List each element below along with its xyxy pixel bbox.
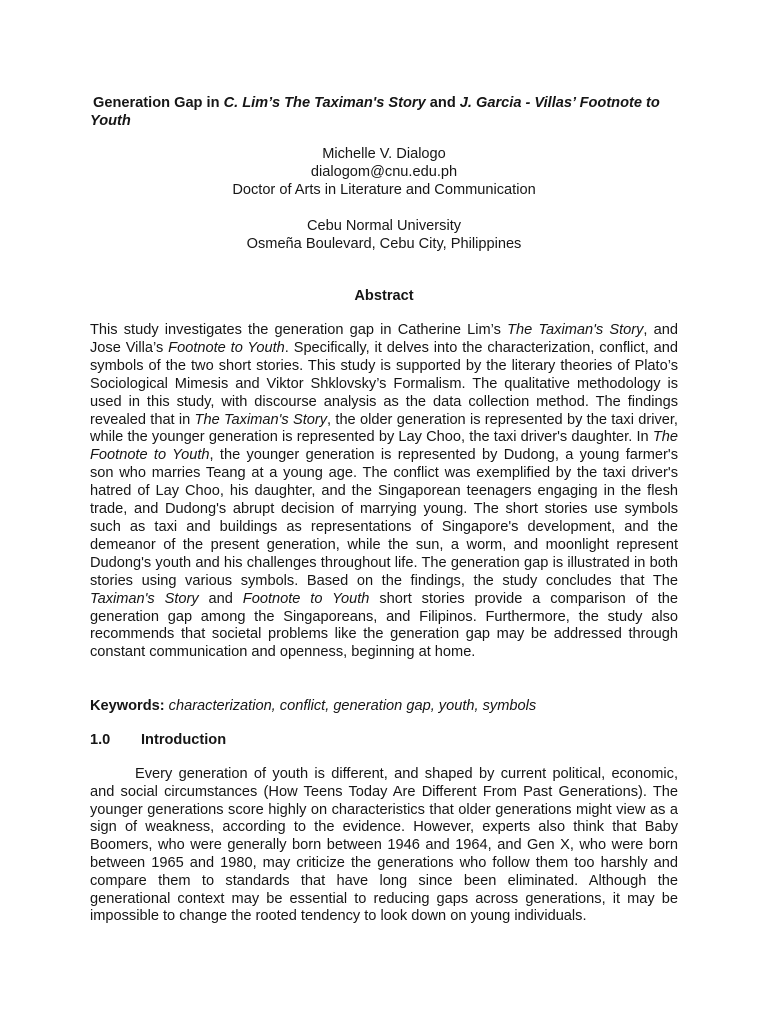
keywords-label: Keywords: bbox=[90, 698, 165, 714]
abstract-italic-4: The Footnote to Youth bbox=[90, 429, 678, 464]
abstract-italic-3: The Taximan's Story bbox=[194, 411, 328, 428]
abstract-heading: Abstract bbox=[354, 288, 414, 304]
keywords-list: characterization, conflict, generation gap, youth, symbols bbox=[164, 698, 537, 714]
abstract-text-4: , the older generation is represented by the taxi driver, while the younger generation is represented by Lay Choo, the taxi driver's daughter. In bbox=[90, 411, 678, 446]
introduction-body: Every generation of youth is different, and shaped by current political, economic, and social circumstances (How Teens Today Are Different From Past Generations). The younger generations score highly on characteristics that older generations might view as a sign of weakness, according to the evidence. However, experts also think that Baby Boomers, who were generally born between 1946 and 1964, and Gen X, who were born between 1965 and 1980, may criticize the generations who follow them too harshly and compare them to standards that have long since been eliminated. Although the generational context may be essential to reducing gaps across generations, it may be impossible to change the rooted tendency to look down on young individuals. bbox=[90, 766, 678, 925]
institution-address: Osmeña Boulevard, Cebu City, Philippines bbox=[246, 236, 522, 252]
abstract-italic-1: The Taximan's Story bbox=[507, 322, 644, 338]
section-number: 1.0 bbox=[90, 732, 111, 748]
title-part-3: and bbox=[425, 95, 460, 111]
author-block bbox=[90, 145, 678, 199]
abstract-italic-6: Footnote to Youth bbox=[242, 590, 370, 607]
abstract-text-2: , and Jose Villa’s bbox=[90, 322, 678, 356]
abstract-italic-5: Taximan's Story bbox=[90, 590, 199, 607]
introduction-heading bbox=[90, 731, 678, 749]
title-part-4: J. Garcia - Villas’ Footnote to Youth bbox=[90, 95, 660, 129]
paper-title bbox=[90, 94, 678, 130]
abstract-text-1: This study investigates the generation gap in Catherine Lim’s bbox=[90, 322, 508, 338]
abstract-text-6: and bbox=[198, 590, 243, 607]
abstract-italic-2: Footnote to Youth bbox=[168, 339, 285, 356]
institution-name: Cebu Normal University bbox=[306, 218, 462, 234]
author-email: dialogom@cnu.edu.ph bbox=[310, 164, 458, 180]
abstract-body bbox=[90, 322, 678, 662]
section-title: Introduction bbox=[141, 732, 227, 748]
keywords-line bbox=[90, 697, 678, 715]
author-name: Michelle V. Dialogo bbox=[322, 146, 446, 162]
institution-block bbox=[90, 217, 678, 253]
abstract-text-5: , the younger generation is represented by Dudong, a young farmer's son who marries Teang at a young age. The conflict was exemplified by the taxi driver's hatred of Lay Choo, his daughter, and the Singaporean teenagers engaging in the flesh trade, and Dudong's abrupt decision of marrying young. The short stories use symbols such as taxi and buildings as representations of Singapore's development, and the demeanor of the present generation, while the sun, a worm, and moonlight represent Dudong's youth and his challenges throughout life. The generation gap is illustrated in both stories using various symbols. Based on the findings, the study concludes that The bbox=[90, 447, 678, 589]
title-part-1: Generation Gap in bbox=[93, 95, 224, 111]
title-part-2: C. Lim’s The Taximan's Story bbox=[223, 95, 426, 111]
abstract-text-7: short stories provide a comparison of the generation gap among the Singaporeans, and Filipinos. Furthermore, the study also recommends that societal problems like the generation gap may be addressed through constant communication and openness, beginning at home. bbox=[90, 590, 678, 661]
author-degree: Doctor of Arts in Literature and Communication bbox=[232, 182, 536, 198]
abstract-text-3: . Specifically, it delves into the characterization, conflict, and symbols of the two short stories. This study is supported by the literary theories of Plato’s Sociological Mimesis and Viktor Shklovsky’s Formalism. The qualitative methodology is used in this study, with discourse analysis as the data collection method. The findings revealed that in bbox=[90, 339, 678, 428]
